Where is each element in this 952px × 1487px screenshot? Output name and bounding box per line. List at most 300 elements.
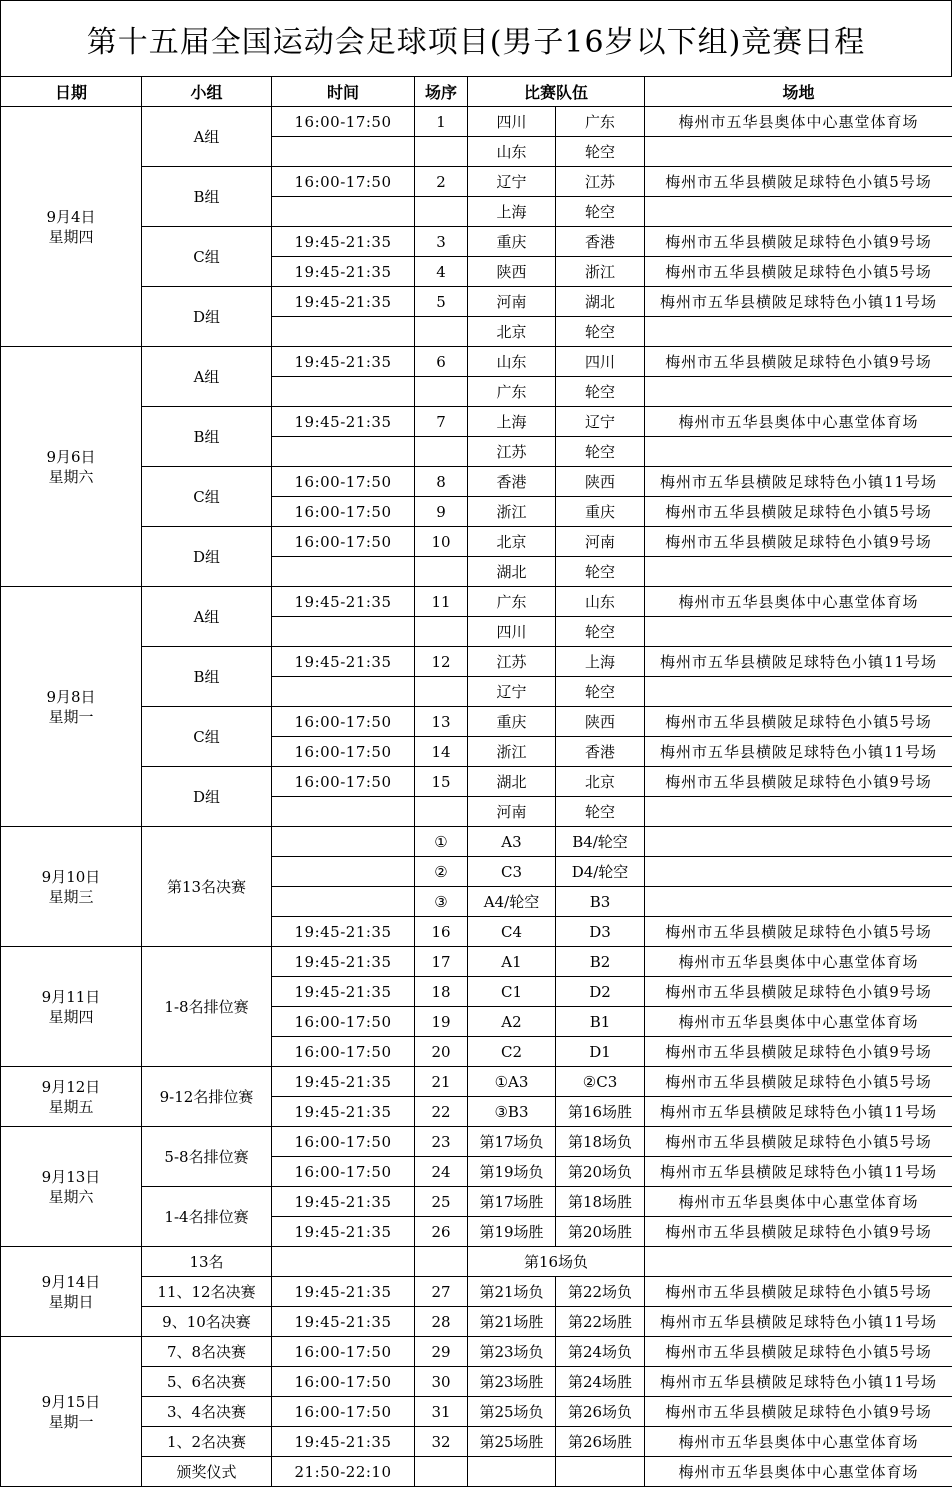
team-away-cell: 山东 [556, 587, 645, 617]
team-away-cell: 轮空 [556, 677, 645, 707]
venue-cell: 梅州市五华县奥体中心惠堂体育场 [645, 1007, 952, 1037]
venue-cell: 梅州市五华县横陂足球特色小镇9号场 [645, 1217, 952, 1247]
table-row [1, 407, 952, 437]
time-cell: 19:45-21:35 [272, 947, 415, 977]
team-home-cell: 江苏 [468, 647, 556, 677]
venue-cell: 梅州市五华县横陂足球特色小镇11号场 [645, 1157, 952, 1187]
venue-cell: 梅州市五华县横陂足球特色小镇11号场 [645, 737, 952, 767]
team-home-cell: 辽宁 [468, 677, 556, 707]
table-row [1, 827, 952, 857]
group-cell: 9-12名排位赛 [142, 1067, 272, 1127]
date-cell [1, 587, 142, 827]
match-no-cell [415, 677, 468, 707]
team-home-cell: 四川 [468, 107, 556, 137]
table-row [1, 347, 952, 377]
table-row [1, 587, 952, 617]
team-home-cell [468, 1457, 556, 1487]
time-cell: 19:45-21:35 [272, 977, 415, 1007]
match-no-cell: 18 [415, 977, 468, 1007]
group-cell: A组 [142, 587, 272, 647]
date-weekday: 星期一 [1, 1412, 141, 1432]
match-no-cell: 29 [415, 1337, 468, 1367]
group-cell: 第13名决赛 [142, 827, 272, 947]
team-away-cell: B2 [556, 947, 645, 977]
time-cell: 21:50-22:10 [272, 1457, 415, 1487]
time-cell: 16:00-17:50 [272, 167, 415, 197]
date-weekday: 星期日 [1, 1292, 141, 1312]
table-row [1, 767, 952, 797]
team-away-cell: 轮空 [556, 557, 645, 587]
team-home-cell: 江苏 [468, 437, 556, 467]
table-row [1, 287, 952, 317]
team-away-cell: 轮空 [556, 617, 645, 647]
match-no-cell: 27 [415, 1277, 468, 1307]
time-cell [272, 857, 415, 887]
match-no-cell: 12 [415, 647, 468, 677]
venue-cell [645, 797, 952, 827]
team-home-cell: C1 [468, 977, 556, 1007]
time-cell: 19:45-21:35 [272, 1427, 415, 1457]
teams-merged-cell: 第16场负 [468, 1247, 645, 1277]
match-no-cell: 23 [415, 1127, 468, 1157]
schedule-table [0, 76, 952, 1487]
group-cell: 9、10名决赛 [142, 1307, 272, 1337]
match-no-cell: 21 [415, 1067, 468, 1097]
header-match-no: 场序 [415, 77, 468, 107]
time-cell: 19:45-21:35 [272, 227, 415, 257]
team-home-cell: C3 [468, 857, 556, 887]
time-cell: 16:00-17:50 [272, 707, 415, 737]
team-away-cell: 轮空 [556, 197, 645, 227]
team-away-cell: 第16场胜 [556, 1097, 645, 1127]
match-no-cell: 17 [415, 947, 468, 977]
time-cell [272, 827, 415, 857]
table-row [1, 1067, 952, 1097]
team-away-cell: 轮空 [556, 317, 645, 347]
team-home-cell: ①A3 [468, 1067, 556, 1097]
match-no-cell: 32 [415, 1427, 468, 1457]
venue-cell: 梅州市五华县横陂足球特色小镇9号场 [645, 767, 952, 797]
venue-cell [645, 197, 952, 227]
time-cell: 16:00-17:50 [272, 1397, 415, 1427]
group-cell: C组 [142, 227, 272, 287]
time-cell: 16:00-17:50 [272, 527, 415, 557]
team-away-cell: 重庆 [556, 497, 645, 527]
date-day: 9月6日 [1, 447, 141, 467]
team-home-cell: 四川 [468, 617, 556, 647]
match-no-cell [415, 1247, 468, 1277]
match-no-cell: 30 [415, 1367, 468, 1397]
date-cell [1, 107, 142, 347]
date-day: 9月11日 [1, 987, 141, 1007]
venue-cell: 梅州市五华县横陂足球特色小镇11号场 [645, 1097, 952, 1127]
team-home-cell: A4/轮空 [468, 887, 556, 917]
team-home-cell: 浙江 [468, 737, 556, 767]
match-no-cell: 16 [415, 917, 468, 947]
team-home-cell: 湖北 [468, 557, 556, 587]
time-cell [272, 797, 415, 827]
venue-cell [645, 437, 952, 467]
group-cell: 5、6名决赛 [142, 1367, 272, 1397]
team-away-cell: 第24场胜 [556, 1367, 645, 1397]
date-weekday: 星期五 [1, 1097, 141, 1117]
match-no-cell: 5 [415, 287, 468, 317]
venue-cell: 梅州市五华县奥体中心惠堂体育场 [645, 1187, 952, 1217]
team-home-cell: 北京 [468, 527, 556, 557]
venue-cell: 梅州市五华县奥体中心惠堂体育场 [645, 1457, 952, 1487]
team-away-cell: 陕西 [556, 707, 645, 737]
venue-cell: 梅州市五华县横陂足球特色小镇11号场 [645, 1307, 952, 1337]
team-away-cell: 第20场负 [556, 1157, 645, 1187]
team-home-cell: 第21场负 [468, 1277, 556, 1307]
team-home-cell: 河南 [468, 287, 556, 317]
time-cell: 16:00-17:50 [272, 1157, 415, 1187]
date-weekday: 星期四 [1, 1007, 141, 1027]
team-home-cell: C4 [468, 917, 556, 947]
group-cell: C组 [142, 707, 272, 767]
time-cell [272, 677, 415, 707]
time-cell: 16:00-17:50 [272, 467, 415, 497]
match-no-cell: 31 [415, 1397, 468, 1427]
team-home-cell: 辽宁 [468, 167, 556, 197]
header-teams: 比赛队伍 [468, 77, 645, 107]
table-row [1, 1367, 952, 1397]
team-away-cell: 湖北 [556, 287, 645, 317]
date-cell [1, 1067, 142, 1127]
time-cell: 19:45-21:35 [272, 647, 415, 677]
table-row [1, 707, 952, 737]
table-row [1, 1187, 952, 1217]
table-row [1, 227, 952, 257]
venue-cell: 梅州市五华县横陂足球特色小镇9号场 [645, 977, 952, 1007]
team-away-cell: 第26场胜 [556, 1427, 645, 1457]
date-weekday: 星期六 [1, 1187, 141, 1207]
venue-cell: 梅州市五华县横陂足球特色小镇11号场 [645, 1367, 952, 1397]
time-cell [272, 887, 415, 917]
match-no-cell: 9 [415, 497, 468, 527]
schedule-body [1, 107, 952, 1487]
time-cell [272, 137, 415, 167]
match-no-cell: 10 [415, 527, 468, 557]
team-home-cell: 第25场负 [468, 1397, 556, 1427]
date-day: 9月10日 [1, 867, 141, 887]
team-home-cell: 广东 [468, 377, 556, 407]
time-cell: 16:00-17:50 [272, 1127, 415, 1157]
team-away-cell: 上海 [556, 647, 645, 677]
team-home-cell: 第17场负 [468, 1127, 556, 1157]
team-away-cell: B1 [556, 1007, 645, 1037]
match-no-cell: 1 [415, 107, 468, 137]
venue-cell [645, 857, 952, 887]
date-cell [1, 947, 142, 1067]
time-cell: 19:45-21:35 [272, 1097, 415, 1127]
table-row [1, 1457, 952, 1487]
group-cell: 5-8名排位赛 [142, 1127, 272, 1187]
date-cell [1, 827, 142, 947]
time-cell: 19:45-21:35 [272, 347, 415, 377]
venue-cell [645, 137, 952, 167]
date-weekday: 星期六 [1, 467, 141, 487]
table-row [1, 1307, 952, 1337]
group-cell: A组 [142, 107, 272, 167]
time-cell: 19:45-21:35 [272, 287, 415, 317]
match-no-cell [415, 1457, 468, 1487]
table-row [1, 1247, 952, 1277]
group-cell: C组 [142, 467, 272, 527]
time-cell [272, 557, 415, 587]
team-home-cell: 重庆 [468, 707, 556, 737]
date-day: 9月4日 [1, 207, 141, 227]
match-no-cell [415, 797, 468, 827]
venue-cell: 梅州市五华县横陂足球特色小镇9号场 [645, 347, 952, 377]
time-cell: 16:00-17:50 [272, 1037, 415, 1067]
time-cell: 19:45-21:35 [272, 587, 415, 617]
team-away-cell: ②C3 [556, 1067, 645, 1097]
time-cell [272, 1247, 415, 1277]
match-no-cell: 24 [415, 1157, 468, 1187]
header-row [1, 77, 952, 107]
team-away-cell: 陕西 [556, 467, 645, 497]
time-cell: 19:45-21:35 [272, 1277, 415, 1307]
date-weekday: 星期三 [1, 887, 141, 907]
table-row [1, 1427, 952, 1457]
venue-cell [645, 1247, 952, 1277]
match-no-cell: 2 [415, 167, 468, 197]
team-away-cell: 轮空 [556, 437, 645, 467]
date-cell [1, 1337, 142, 1487]
group-cell: D组 [142, 527, 272, 587]
venue-cell: 梅州市五华县横陂足球特色小镇5号场 [645, 917, 952, 947]
team-home-cell: 第19场负 [468, 1157, 556, 1187]
group-cell: B组 [142, 647, 272, 707]
venue-cell [645, 377, 952, 407]
venue-cell: 梅州市五华县横陂足球特色小镇11号场 [645, 647, 952, 677]
venue-cell: 梅州市五华县横陂足球特色小镇5号场 [645, 257, 952, 287]
time-cell: 16:00-17:50 [272, 737, 415, 767]
date-cell [1, 1247, 142, 1337]
team-away-cell: 第22场负 [556, 1277, 645, 1307]
team-home-cell: 第23场胜 [468, 1367, 556, 1397]
team-home-cell: 重庆 [468, 227, 556, 257]
date-day: 9月12日 [1, 1077, 141, 1097]
match-no-cell: 7 [415, 407, 468, 437]
team-away-cell: D3 [556, 917, 645, 947]
venue-cell: 梅州市五华县横陂足球特色小镇5号场 [645, 1127, 952, 1157]
group-cell: B组 [142, 407, 272, 467]
venue-cell [645, 827, 952, 857]
team-home-cell: 第17场胜 [468, 1187, 556, 1217]
venue-cell: 梅州市五华县奥体中心惠堂体育场 [645, 407, 952, 437]
date-day: 9月13日 [1, 1167, 141, 1187]
header-time: 时间 [272, 77, 415, 107]
team-home-cell: 第25场胜 [468, 1427, 556, 1457]
team-home-cell: A1 [468, 947, 556, 977]
team-home-cell: 第21场胜 [468, 1307, 556, 1337]
team-away-cell [556, 1457, 645, 1487]
group-cell: 3、4名决赛 [142, 1397, 272, 1427]
time-cell: 16:00-17:50 [272, 107, 415, 137]
table-row [1, 947, 952, 977]
table-row [1, 1127, 952, 1157]
match-no-cell [415, 197, 468, 227]
team-away-cell: D1 [556, 1037, 645, 1067]
date-day: 9月15日 [1, 1392, 141, 1412]
team-home-cell: 山东 [468, 137, 556, 167]
venue-cell: 梅州市五华县横陂足球特色小镇5号场 [645, 1277, 952, 1307]
team-home-cell: 第23场负 [468, 1337, 556, 1367]
venue-cell: 梅州市五华县横陂足球特色小镇5号场 [645, 167, 952, 197]
team-away-cell: 轮空 [556, 797, 645, 827]
team-away-cell: 香港 [556, 227, 645, 257]
group-cell: B组 [142, 167, 272, 227]
team-away-cell: 广东 [556, 107, 645, 137]
table-row [1, 467, 952, 497]
match-no-cell [415, 137, 468, 167]
venue-cell: 梅州市五华县横陂足球特色小镇9号场 [645, 227, 952, 257]
venue-cell: 梅州市五华县横陂足球特色小镇11号场 [645, 467, 952, 497]
team-home-cell: A3 [468, 827, 556, 857]
team-home-cell: 上海 [468, 197, 556, 227]
venue-cell [645, 677, 952, 707]
time-cell: 19:45-21:35 [272, 917, 415, 947]
match-no-cell [415, 377, 468, 407]
group-cell: 11、12名决赛 [142, 1277, 272, 1307]
team-away-cell: 轮空 [556, 137, 645, 167]
date-day: 9月14日 [1, 1272, 141, 1292]
time-cell [272, 617, 415, 647]
time-cell: 19:45-21:35 [272, 407, 415, 437]
team-home-cell: 上海 [468, 407, 556, 437]
table-row [1, 527, 952, 557]
venue-cell: 梅州市五华县横陂足球特色小镇5号场 [645, 1067, 952, 1097]
match-no-cell: 14 [415, 737, 468, 767]
time-cell: 19:45-21:35 [272, 1307, 415, 1337]
table-row [1, 167, 952, 197]
time-cell: 16:00-17:50 [272, 1337, 415, 1367]
team-away-cell: 江苏 [556, 167, 645, 197]
team-home-cell: 浙江 [468, 497, 556, 527]
match-no-cell [415, 317, 468, 347]
time-cell: 19:45-21:35 [272, 257, 415, 287]
venue-cell: 梅州市五华县奥体中心惠堂体育场 [645, 947, 952, 977]
time-cell: 16:00-17:50 [272, 1367, 415, 1397]
venue-cell [645, 887, 952, 917]
match-no-cell [415, 557, 468, 587]
match-no-cell: 15 [415, 767, 468, 797]
date-weekday: 星期四 [1, 227, 141, 247]
team-home-cell: 北京 [468, 317, 556, 347]
table-row [1, 107, 952, 137]
team-away-cell: 第18场负 [556, 1127, 645, 1157]
match-no-cell: 28 [415, 1307, 468, 1337]
team-away-cell: 第22场胜 [556, 1307, 645, 1337]
date-cell [1, 347, 142, 587]
match-no-cell: ① [415, 827, 468, 857]
date-cell [1, 1127, 142, 1247]
team-away-cell: 第24场负 [556, 1337, 645, 1367]
group-cell: D组 [142, 287, 272, 347]
time-cell: 16:00-17:50 [272, 497, 415, 527]
team-home-cell: 陕西 [468, 257, 556, 287]
time-cell: 19:45-21:35 [272, 1067, 415, 1097]
match-no-cell [415, 437, 468, 467]
table-row [1, 1397, 952, 1427]
match-no-cell: 6 [415, 347, 468, 377]
date-weekday: 星期一 [1, 707, 141, 727]
venue-cell [645, 557, 952, 587]
team-away-cell: 河南 [556, 527, 645, 557]
group-cell: A组 [142, 347, 272, 407]
date-day: 9月8日 [1, 687, 141, 707]
group-cell: 13名 [142, 1247, 272, 1277]
venue-cell: 梅州市五华县横陂足球特色小镇5号场 [645, 497, 952, 527]
team-home-cell: 香港 [468, 467, 556, 497]
time-cell: 16:00-17:50 [272, 767, 415, 797]
team-away-cell: 辽宁 [556, 407, 645, 437]
venue-cell: 梅州市五华县横陂足球特色小镇9号场 [645, 1037, 952, 1067]
match-no-cell: 8 [415, 467, 468, 497]
group-cell: 7、8名决赛 [142, 1337, 272, 1367]
time-cell: 19:45-21:35 [272, 1217, 415, 1247]
group-cell: 颁奖仪式 [142, 1457, 272, 1487]
time-cell: 19:45-21:35 [272, 1187, 415, 1217]
venue-cell: 梅州市五华县横陂足球特色小镇11号场 [645, 287, 952, 317]
group-cell: 1、2名决赛 [142, 1427, 272, 1457]
match-no-cell: 19 [415, 1007, 468, 1037]
match-no-cell: 13 [415, 707, 468, 737]
venue-cell: 梅州市五华县奥体中心惠堂体育场 [645, 587, 952, 617]
match-no-cell: ③ [415, 887, 468, 917]
group-cell: 1-4名排位赛 [142, 1187, 272, 1247]
match-no-cell: ② [415, 857, 468, 887]
match-no-cell: 26 [415, 1217, 468, 1247]
team-home-cell: A2 [468, 1007, 556, 1037]
team-home-cell: 河南 [468, 797, 556, 827]
team-home-cell: ③B3 [468, 1097, 556, 1127]
table-row [1, 1277, 952, 1307]
header-date: 日期 [1, 77, 142, 107]
match-no-cell: 25 [415, 1187, 468, 1217]
time-cell [272, 197, 415, 227]
team-away-cell: 香港 [556, 737, 645, 767]
team-home-cell: 湖北 [468, 767, 556, 797]
time-cell [272, 377, 415, 407]
team-away-cell: D2 [556, 977, 645, 1007]
team-away-cell: 第18场胜 [556, 1187, 645, 1217]
time-cell: 16:00-17:50 [272, 1007, 415, 1037]
venue-cell: 梅州市五华县奥体中心惠堂体育场 [645, 1427, 952, 1457]
venue-cell [645, 317, 952, 347]
time-cell [272, 317, 415, 347]
group-cell: D组 [142, 767, 272, 827]
team-away-cell: 四川 [556, 347, 645, 377]
page-title: 第十五届全国运动会足球项目(男子16岁以下组)竞赛日程 [0, 0, 952, 76]
team-away-cell: 浙江 [556, 257, 645, 287]
team-away-cell: D4/轮空 [556, 857, 645, 887]
team-away-cell: B3 [556, 887, 645, 917]
match-no-cell: 4 [415, 257, 468, 287]
team-away-cell: 第20场胜 [556, 1217, 645, 1247]
venue-cell: 梅州市五华县横陂足球特色小镇5号场 [645, 1337, 952, 1367]
venue-cell [645, 617, 952, 647]
table-row [1, 1337, 952, 1367]
team-away-cell: B4/轮空 [556, 827, 645, 857]
time-cell [272, 437, 415, 467]
header-venue: 场地 [645, 77, 952, 107]
venue-cell: 梅州市五华县横陂足球特色小镇5号场 [645, 707, 952, 737]
team-away-cell: 第26场负 [556, 1397, 645, 1427]
team-away-cell: 轮空 [556, 377, 645, 407]
